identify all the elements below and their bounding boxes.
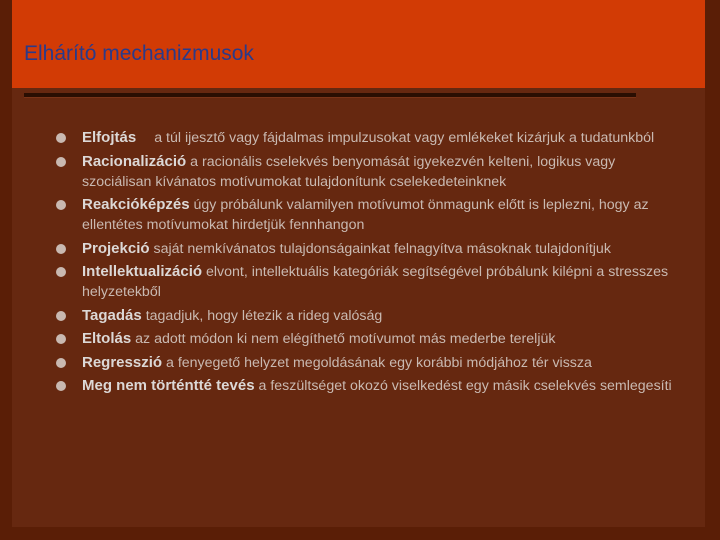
item-description: a túl ijesztő vagy fájdalmas impulzusokat vagy emlékeket kizárjuk a tudatunkból <box>154 130 655 146</box>
item-description: a fenyegető helyzet megoldásának egy korábbi módjához tér vissza <box>166 354 592 371</box>
list-item <box>52 376 672 396</box>
item-description: úgy próbálunk valamilyen motívumot önmagunk előtt is leplezni, hogy az ellentétes motívumokat hirdetjük fennhangon <box>82 197 649 233</box>
list-item <box>52 128 672 148</box>
item-description: elvont, intellektuális kategóriák segítségével próbálunk kilépni a stresszes helyzetekből <box>82 264 669 300</box>
bullet-dot-icon <box>56 381 66 391</box>
bullet-dot-icon <box>56 200 66 210</box>
item-description: a racionális cselekvés benyomását igyekezvén kelteni, logikus vagy szociálisan kívánatos motívumokat tulajdonítunk cselekedeteinknek <box>82 153 616 190</box>
slide-title: Elhárító mechanizmusok <box>24 42 254 65</box>
title-divider-highlight <box>24 97 636 98</box>
bullet-dot-icon <box>56 334 66 344</box>
item-description: az adott módon ki nem elégíthető motívumot más mederbe tereljük <box>135 331 556 347</box>
item-description: tagadjuk, hogy létezik a rideg valóság <box>145 307 383 324</box>
item-term: Projekció <box>82 239 150 257</box>
list-item <box>52 239 672 259</box>
item-term: Regresszió <box>82 353 163 371</box>
list-item <box>52 152 672 192</box>
list-item <box>52 195 672 235</box>
item-term: Reakcióképzés <box>82 196 190 213</box>
list-item <box>52 329 672 349</box>
bullet-list <box>52 128 672 400</box>
bullet-dot-icon <box>56 267 66 277</box>
item-term: Eltolás <box>82 330 132 347</box>
item-term: Meg nem történtté tevés <box>82 377 255 394</box>
list-item <box>52 306 672 326</box>
item-term: Intellektualizáció <box>82 263 203 280</box>
item-term: Elfojtás <box>82 129 137 146</box>
list-item <box>52 353 672 373</box>
list-item <box>52 262 672 302</box>
item-description: a feszültséget okozó viselkedést egy másik cselekvés semlegesíti <box>258 378 672 394</box>
item-term: Racionalizáció <box>82 152 187 170</box>
item-term: Tagadás <box>82 306 142 324</box>
bullet-dot-icon <box>56 157 66 167</box>
bullet-dot-icon <box>56 244 66 254</box>
item-description: saját nemkívánatos tulajdonságainkat felnagyítva másoknak tulajdonítjuk <box>153 240 611 257</box>
bullet-dot-icon <box>56 133 66 143</box>
bullet-dot-icon <box>56 358 66 368</box>
bullet-dot-icon <box>56 311 66 321</box>
